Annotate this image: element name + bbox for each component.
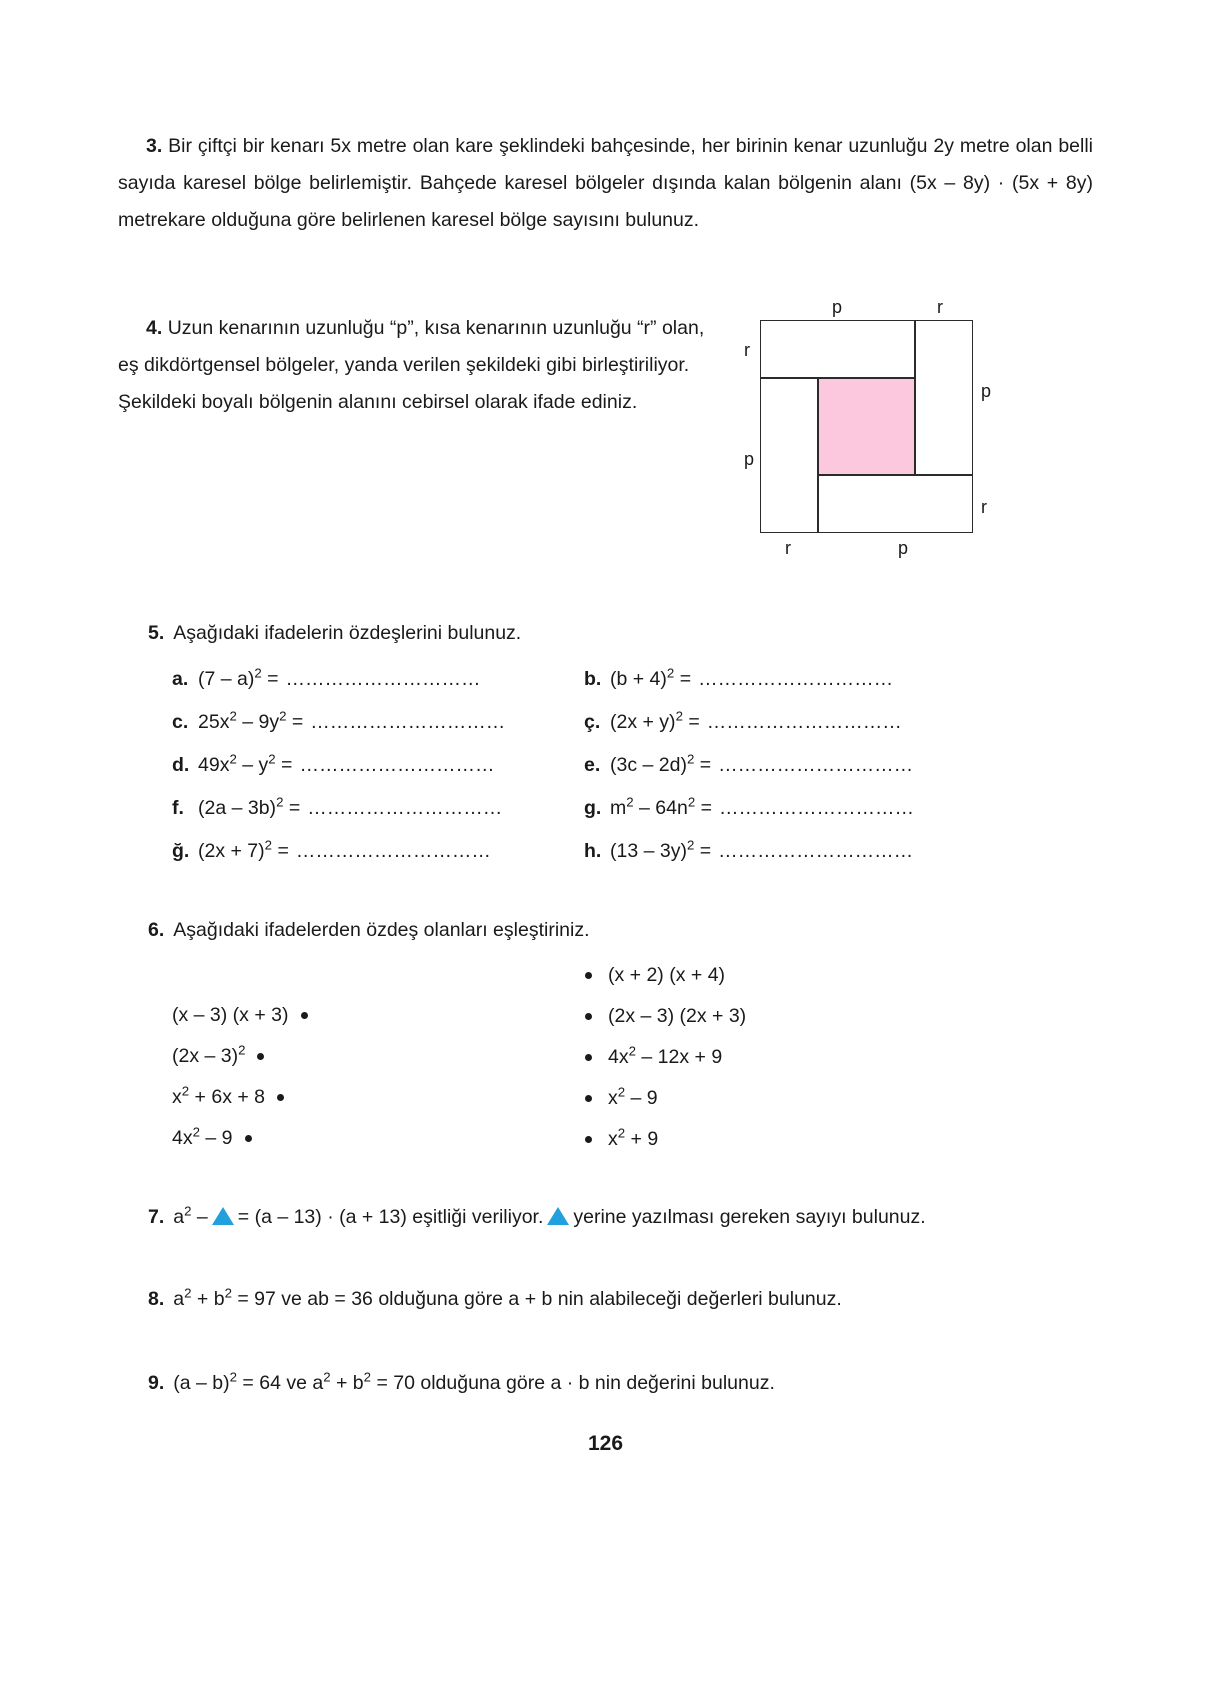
match-dot-icon[interactable] [585, 1136, 592, 1143]
question-5-row [172, 837, 1032, 883]
match-dot-icon[interactable] [585, 1013, 592, 1020]
question-3 [118, 128, 1093, 239]
item-expression: $(2x + y)^2$ = [610, 708, 700, 733]
answer-blank[interactable]: ………………………… [718, 840, 914, 862]
item-expression: (13 – 3y)$^2$ = [610, 837, 712, 862]
figure-label-left-upper: r [744, 340, 750, 360]
triangle-icon [212, 1207, 234, 1225]
question-9 [148, 1369, 775, 1395]
match-item-right[interactable] [585, 996, 1005, 1037]
question-5-row [172, 794, 1032, 840]
match-dot-icon[interactable] [257, 1053, 264, 1060]
question-5-row [172, 751, 1032, 797]
question-5-item-c-cedilla [584, 708, 1014, 734]
question-7 [148, 1203, 926, 1229]
question-5-items [172, 665, 1032, 883]
match-dot-icon[interactable] [301, 1012, 308, 1019]
match-item-left[interactable] [172, 1036, 532, 1077]
question-5-item-c [172, 708, 584, 734]
match-dot-icon[interactable] [585, 1054, 592, 1061]
answer-blank[interactable]: ………………………… [285, 668, 481, 690]
match-item-left[interactable] [172, 995, 532, 1036]
question-5-item-b [584, 665, 1014, 691]
answer-blank[interactable]: ………………………… [299, 754, 495, 776]
match-expression: (2x – 3)$^2$ [172, 1042, 246, 1067]
match-dot-icon[interactable] [277, 1094, 284, 1101]
question-7-part-3: yerine yazılması gereken sayıyı bulunuz. [573, 1206, 926, 1228]
match-dot-icon[interactable] [245, 1135, 252, 1142]
question-5-item-d [172, 751, 584, 777]
figure-rect-right [915, 320, 973, 475]
question-5-item-g-breve [172, 837, 584, 863]
figure-label-top-right: r [937, 297, 943, 317]
question-4-number: 4. [146, 317, 163, 339]
question-5-item-h [584, 837, 1014, 863]
item-letter: e. [584, 754, 601, 776]
item-expression: $(b + 4)^2$ = [610, 665, 692, 690]
answer-blank[interactable]: ………………………… [718, 754, 914, 776]
question-6-right-column [585, 955, 1005, 1160]
answer-blank[interactable]: ………………………… [310, 711, 506, 733]
item-letter: b. [584, 668, 602, 690]
item-expression: $m^2 - 64n^2$ = [610, 794, 713, 819]
question-5-heading [148, 622, 521, 645]
match-expression: $x^2 - 9$ [608, 1084, 658, 1109]
answer-blank[interactable]: ………………………… [719, 797, 915, 819]
match-expression: $x^2 + 6x + 8$ [172, 1083, 266, 1108]
answer-blank[interactable]: ………………………… [307, 797, 503, 819]
figure-shaded-region [818, 378, 915, 475]
question-4 [118, 310, 728, 421]
question-5-number: 5. [148, 622, 165, 644]
item-letter: c. [172, 711, 189, 733]
page-number: 126 [587, 1432, 624, 1455]
triangle-icon [547, 1207, 569, 1225]
question-5-row [172, 665, 1032, 711]
item-letter: a. [172, 668, 189, 690]
question-6-heading [148, 919, 590, 942]
question-3-text: Bir çiftçi bir kenarı 5x metre olan kare şeklindeki bahçesinde, her birinin kenar uzunluğu 2y metre olan belli sayıda karesel bölge belirlemiştir. Bahçede karesel bölgeler dışında kalan bölgenin alanı (5x – 8y) · (5x + 8y) metrekare olduğuna göre belirlenen karesel bölge sayısını bulunuz. [118, 135, 1094, 231]
question-5-item-f [172, 794, 584, 820]
question-4-line-2: eş dikdörtgensel bölgeler, yanda verilen şekildeki gibi birleştiriliyor. [118, 354, 690, 376]
item-letter: g. [584, 797, 602, 819]
question-8-number: 8. [148, 1288, 165, 1310]
item-expression: $25x^2 - 9y^2$ = [198, 708, 304, 733]
question-5-heading-text: Aşağıdaki ifadelerin özdeşlerini bulunuz. [173, 622, 522, 644]
question-9-number: 9. [148, 1372, 165, 1394]
question-9-text: (a – b)$^2$ = 64 ve $a^2 + b^2 = 70$ olduğuna göre a · b nin değerini bulunuz. [173, 1369, 775, 1394]
match-expression: $4x^2 - 9$ [172, 1124, 233, 1149]
item-letter: f. [172, 797, 184, 819]
figure-rect-left [760, 378, 818, 533]
question-6-number: 6. [148, 919, 165, 941]
question-4-figure [740, 297, 1020, 570]
question-7-number: 7. [148, 1206, 165, 1228]
match-item-right[interactable] [585, 1037, 1005, 1078]
item-expression: $(2x + 7)^2$ = [198, 837, 289, 862]
figure-label-right-upper: p [981, 381, 992, 401]
question-8-text: $a^2 + b^2 = 97$ ve ab = 36 olduğuna göre a + b nin alabileceği değerleri bulunuz. [173, 1285, 842, 1310]
question-5-row [172, 708, 1032, 754]
figure-label-right-lower: r [981, 497, 987, 517]
match-expression: $4x^2 - 12x + 9$ [608, 1043, 723, 1068]
match-item-right[interactable] [585, 1119, 1005, 1160]
figure-label-bottom-left: r [785, 538, 791, 558]
match-dot-icon[interactable] [585, 1095, 592, 1102]
answer-blank[interactable]: ………………………… [295, 840, 491, 862]
match-item-right[interactable] [585, 955, 1005, 996]
figure-rect-bottom [818, 475, 973, 533]
match-expression: (x + 2) (x + 4) [608, 964, 726, 986]
question-5-item-a [172, 665, 584, 691]
item-letter: h. [584, 840, 602, 862]
question-6-left-column [172, 995, 532, 1159]
question-5-item-g [584, 794, 1014, 820]
item-expression: (7 – a)$^2$ = [198, 665, 279, 690]
question-7-part-1: $a^2$ – [173, 1203, 208, 1228]
question-3-number: 3. [146, 135, 163, 157]
item-expression: (3c – 2d)$^2$ = [610, 751, 712, 776]
question-7-part-2: = (a – 13) · (a + 13) eşitliği veriliyor. [237, 1206, 544, 1228]
item-letter: d. [172, 754, 190, 776]
answer-blank[interactable]: ………………………… [698, 668, 894, 690]
figure-label-bottom-right: p [898, 538, 909, 558]
question-4-line-1: Uzun kenarının uzunluğu “p”, kısa kenarının uzunluğu “r” olan, [167, 317, 705, 339]
item-letter: ğ. [172, 840, 190, 862]
question-8 [148, 1285, 842, 1311]
item-expression: (2a – 3b)$^2$ = [198, 794, 301, 819]
question-5-item-e [584, 751, 1014, 777]
match-dot-icon[interactable] [585, 972, 592, 979]
item-expression: $49x^2 - y^2$ = [198, 751, 293, 776]
match-item-right[interactable] [585, 1078, 1005, 1119]
match-item-left[interactable] [172, 1077, 532, 1118]
match-expression: (x – 3) (x + 3) [172, 1004, 289, 1026]
figure-label-left-lower: p [744, 449, 755, 469]
question-4-line-3: Şekildeki boyalı bölgenin alanını cebirsel olarak ifade ediniz. [118, 391, 638, 413]
item-letter: ç. [584, 711, 601, 733]
match-expression: $x^2 + 9$ [608, 1125, 659, 1150]
match-item-left[interactable] [172, 1118, 532, 1159]
figure-rect-top [760, 320, 915, 378]
figure-label-top: p [832, 297, 843, 317]
question-6-heading-text: Aşağıdaki ifadelerden özdeş olanları eşleştiriniz. [173, 919, 590, 941]
answer-blank[interactable]: ………………………… [706, 711, 902, 733]
match-expression: (2x – 3) (2x + 3) [608, 1005, 747, 1027]
